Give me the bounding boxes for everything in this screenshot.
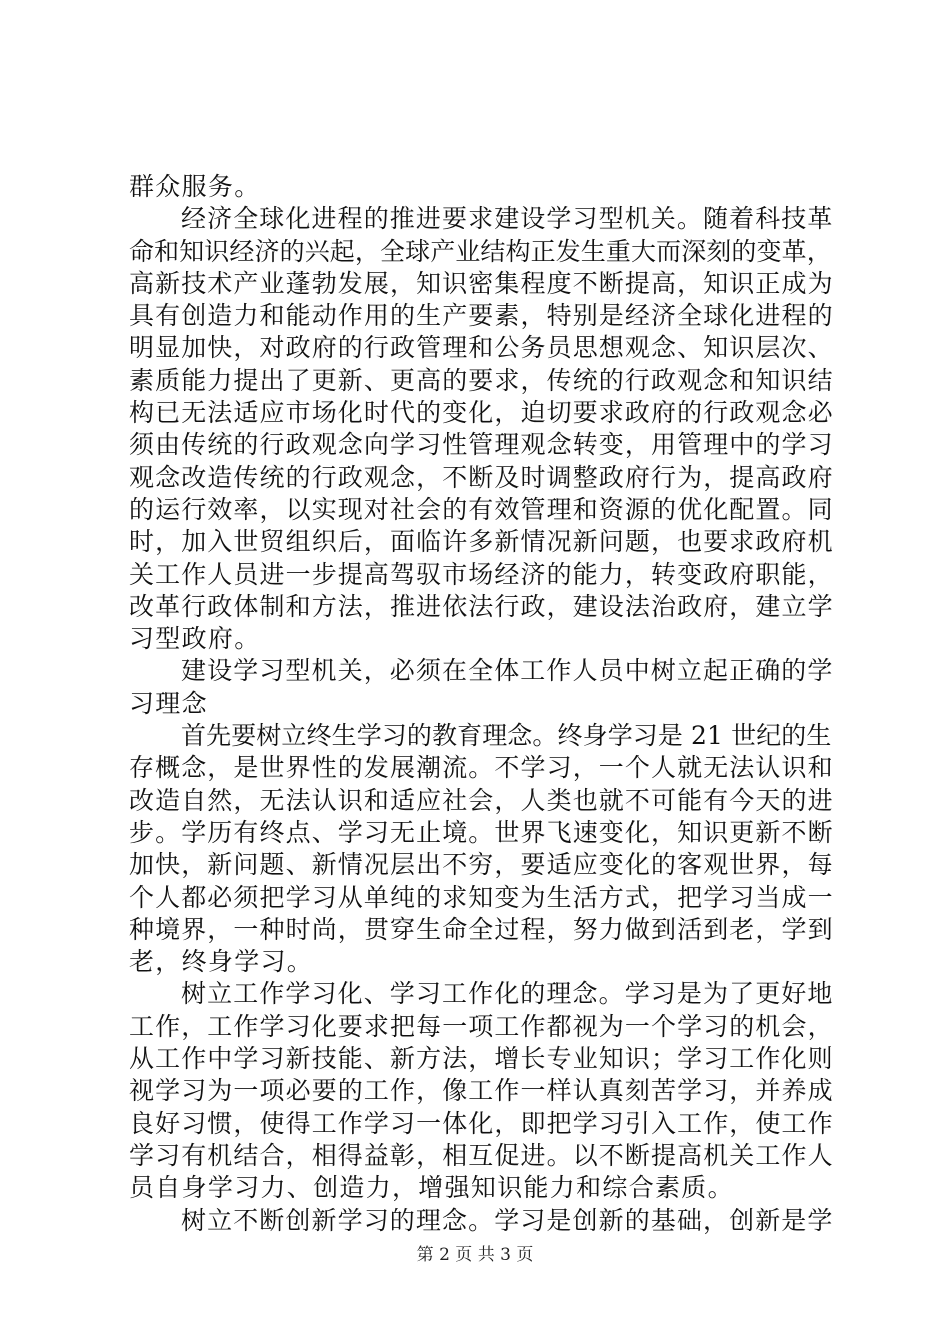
text-line: 观念改造传统的行政观念，不断及时调整政府行为，提高政府	[129, 462, 834, 492]
text-line: 群众服务。	[129, 172, 261, 201]
text-line: 加快，新问题、新情况层出不穷，要适应变化的客观世界，每	[129, 850, 834, 880]
text-line: 命和知识经济的兴起，全球产业结构正发生重大而深刻的变革，	[129, 236, 832, 266]
text-line: 首先要树立终生学习的教育理念。终身学习是 21 世纪的生	[181, 721, 832, 751]
text-line: 素质能力提出了更新、更高的要求，传统的行政观念和知识结	[129, 365, 834, 395]
text-line: 改革行政体制和方法，推进依法行政，建设法治政府，建立学	[129, 591, 834, 621]
text-line: 时，加入世贸组织后，面临许多新情况新问题，也要求政府机	[129, 527, 834, 557]
text-line: 步。学历有终点、学习无止境。世界飞速变化，知识更新不断	[129, 817, 834, 847]
text-line: 建设学习型机关，必须在全体工作人员中树立起正确的学	[181, 656, 834, 686]
text-line: 树立不断创新学习的理念。学习是创新的基础，创新是学	[181, 1205, 834, 1235]
text-line: 良好习惯，使得工作学习一体化，即把学习引入工作，使工作	[129, 1108, 834, 1138]
text-line: 种境界，一种时尚，贯穿生命全过程，努力做到活到老，学到	[129, 914, 834, 944]
text-line: 构已无法适应市场化时代的变化，迫切要求政府的行政观念必	[129, 398, 834, 428]
text-line: 习理念	[129, 688, 208, 718]
page-number-footer: 第 2 页 共 3 页	[416, 1245, 534, 1265]
text-line: 老，终身学习。	[129, 947, 314, 977]
text-line: 个人都必须把学习从单纯的求知变为生活方式，把学习当成一	[129, 882, 834, 912]
text-line: 存概念，是世界性的发展潮流。不学习，一个人就无法认识和	[129, 753, 834, 783]
text-line: 经济全球化进程的推进要求建设学习型机关。随着科技革	[181, 204, 834, 234]
text-line: 员自身学习力、创造力，增强知识能力和综合素质。	[129, 1173, 734, 1203]
text-line: 具有创造力和能动作用的生产要素，特别是经济全球化进程的	[129, 301, 834, 331]
text-line: 工作，工作学习化要求把每一项工作都视为一个学习的机会，	[129, 1011, 834, 1041]
text-line: 树立工作学习化、学习工作化的理念。学习是为了更好地	[181, 979, 834, 1009]
text-line: 的运行效率，以实现对社会的有效管理和资源的优化配置。同	[129, 494, 834, 524]
text-line: 从工作中学习新技能、新方法，增长专业知识；学习工作化则	[129, 1044, 834, 1074]
text-line: 改造自然，无法认识和适应社会，人类也就不可能有今天的进	[129, 785, 834, 815]
text-line: 须由传统的行政观念向学习性管理观念转变，用管理中的学习	[129, 430, 834, 460]
text-line: 学习有机结合，相得益彰，相互促进。以不断提高机关工作人	[129, 1140, 834, 1170]
text-line: 关工作人员进一步提高驾驭市场经济的能力，转变政府职能，	[129, 559, 834, 589]
document-body	[129, 171, 834, 1237]
text-line: 明显加快，对政府的行政管理和公务员思想观念、知识层次、	[129, 333, 834, 363]
text-line: 视学习为一项必要的工作，像工作一样认真刻苦学习，并养成	[129, 1076, 834, 1106]
text-line: 习型政府。	[129, 624, 261, 654]
text-line: 高新技术产业蓬勃发展，知识密集程度不断提高，知识正成为	[129, 268, 834, 298]
